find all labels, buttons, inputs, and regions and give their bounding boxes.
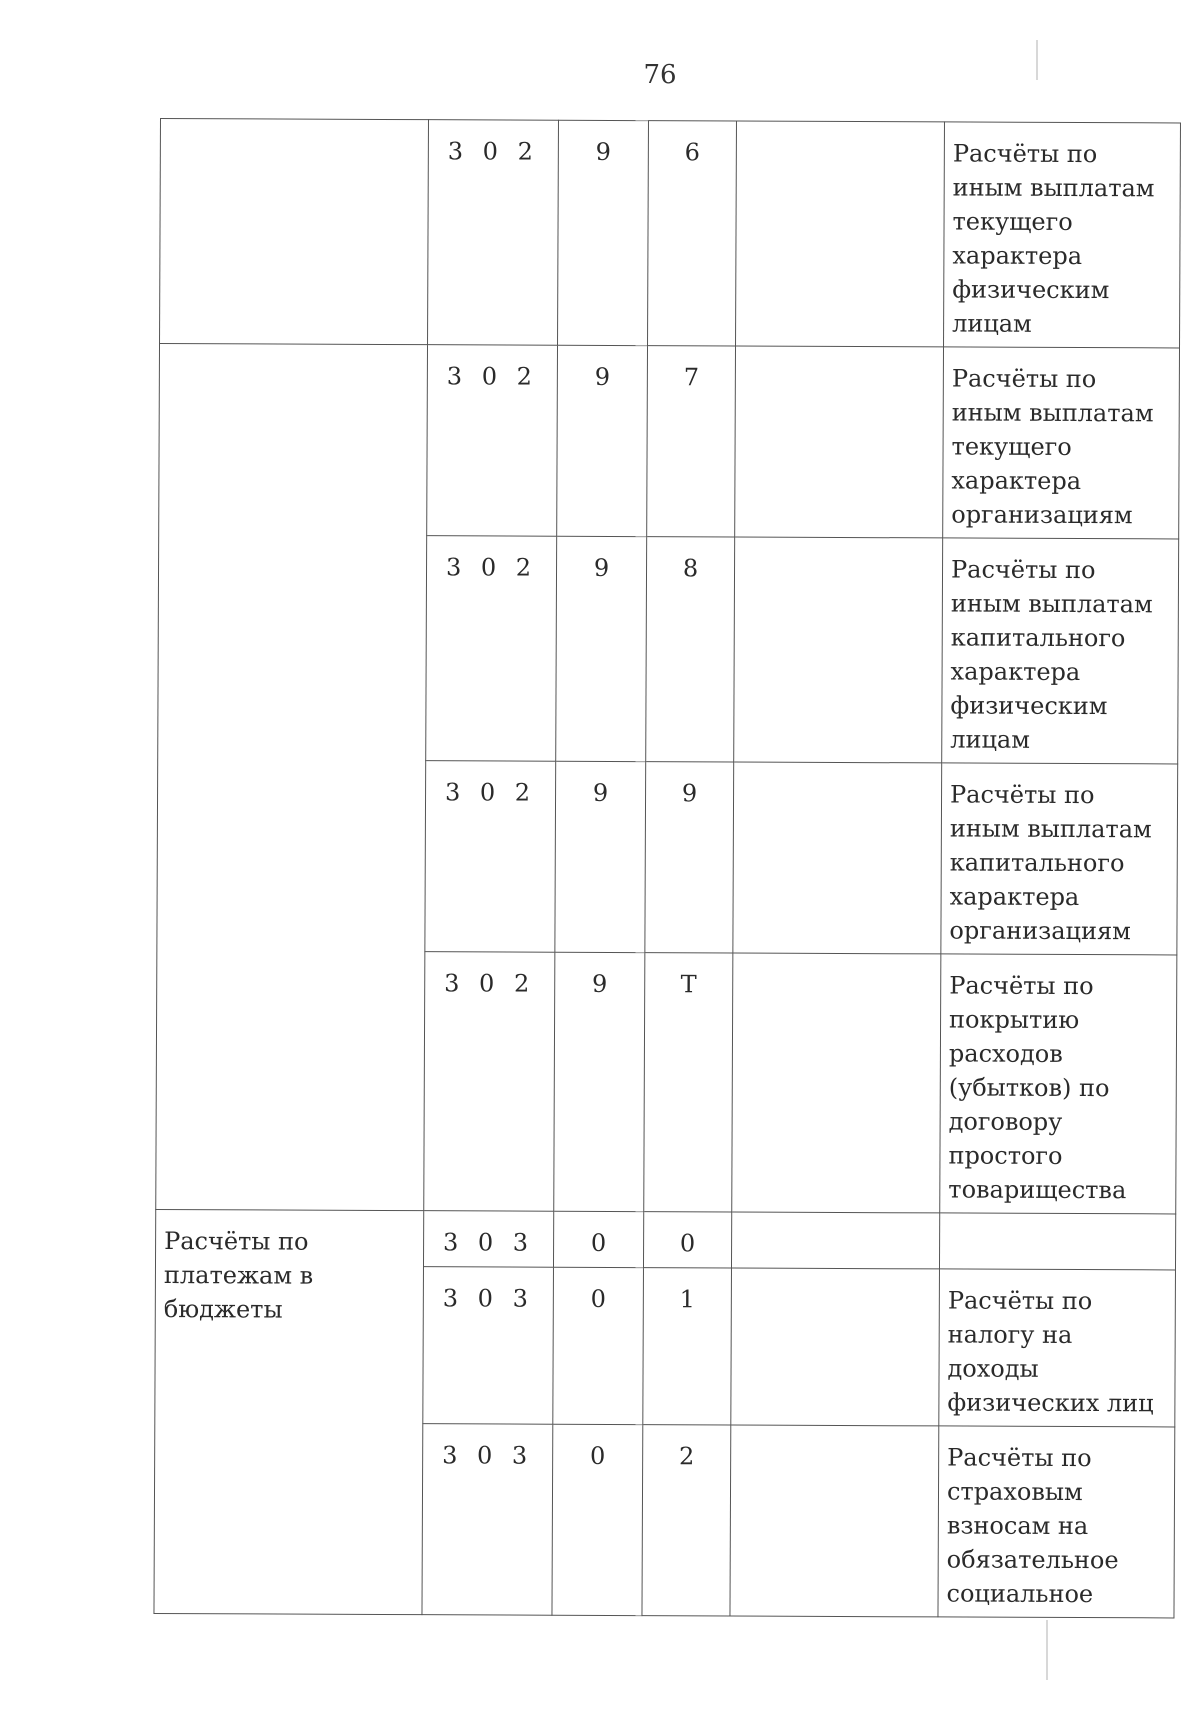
analytic-code-cell: 9: [555, 761, 646, 952]
subaccount-code-cell: Т: [644, 953, 733, 1212]
analytic-code-cell: 0: [552, 1424, 643, 1615]
description-cell: Расчёты по иным выплатам капитального характера организациям: [941, 763, 1178, 955]
group-cell: [160, 119, 429, 345]
subaccount-code-cell: 2: [642, 1425, 731, 1616]
account-code-cell: 3 0 3: [422, 1424, 553, 1616]
scan-artifact-line: [1046, 1620, 1048, 1680]
account-code-cell: 3 0 2: [428, 120, 559, 346]
description-cell: Расчёты по иным выплатам текущего характера физическим лицам: [944, 122, 1181, 348]
description-cell: Расчёты по иным выплатам текущего характера организациям: [943, 347, 1180, 539]
description-cell: Расчёты по покрытию расходов (убытков) по договору простого товарищества: [940, 954, 1177, 1214]
account-code-cell: 3 0 3: [423, 1211, 553, 1268]
group-cell: Расчёты по платежам в бюджеты: [154, 1209, 424, 1614]
subaccount-code-cell: 6: [648, 121, 737, 346]
empty-cell: [736, 121, 945, 347]
account-code-cell: 3 0 2: [426, 536, 557, 762]
table-row: [159, 344, 1180, 539]
account-code-cell: 3 0 2: [425, 761, 556, 953]
analytic-code-cell: 9: [557, 345, 648, 536]
account-code-cell: 3 0 3: [423, 1267, 554, 1425]
analytic-code-cell: 9: [554, 952, 645, 1211]
analytic-code-cell: 9: [558, 120, 649, 345]
description-cell: Расчёты по страховым взносам на обязательное социальное: [938, 1426, 1175, 1618]
accounts-table: [153, 118, 1181, 1618]
empty-cell: [732, 953, 941, 1213]
scan-artifact-line: [1036, 40, 1038, 80]
description-cell: Расчёты по иным выплатам капитального характера физическим лицам: [942, 538, 1179, 764]
page-number: 76: [643, 60, 677, 90]
subaccount-code-cell: 0: [643, 1212, 731, 1268]
analytic-code-cell: 0: [553, 1267, 644, 1424]
subaccount-code-cell: 8: [646, 537, 735, 762]
empty-cell: [731, 1212, 939, 1269]
empty-cell: [731, 1268, 940, 1426]
empty-cell: [734, 537, 943, 763]
analytic-code-cell: 0: [553, 1211, 643, 1267]
description-cell: Расчёты по налогу на доходы физических лиц: [939, 1269, 1176, 1427]
subaccount-code-cell: 7: [647, 346, 736, 537]
empty-cell: [730, 1425, 939, 1617]
table-row: [160, 119, 1181, 348]
empty-cell: [735, 346, 944, 538]
table-row: [155, 1209, 1175, 1269]
account-code-cell: 3 0 2: [427, 345, 558, 537]
analytic-code-cell: 9: [556, 536, 647, 761]
subaccount-code-cell: 9: [645, 762, 734, 953]
account-code-cell: 3 0 2: [424, 952, 555, 1212]
group-cell: [156, 344, 428, 1211]
subaccount-code-cell: 1: [643, 1268, 732, 1425]
empty-cell: [733, 762, 942, 954]
description-cell: [939, 1213, 1175, 1270]
